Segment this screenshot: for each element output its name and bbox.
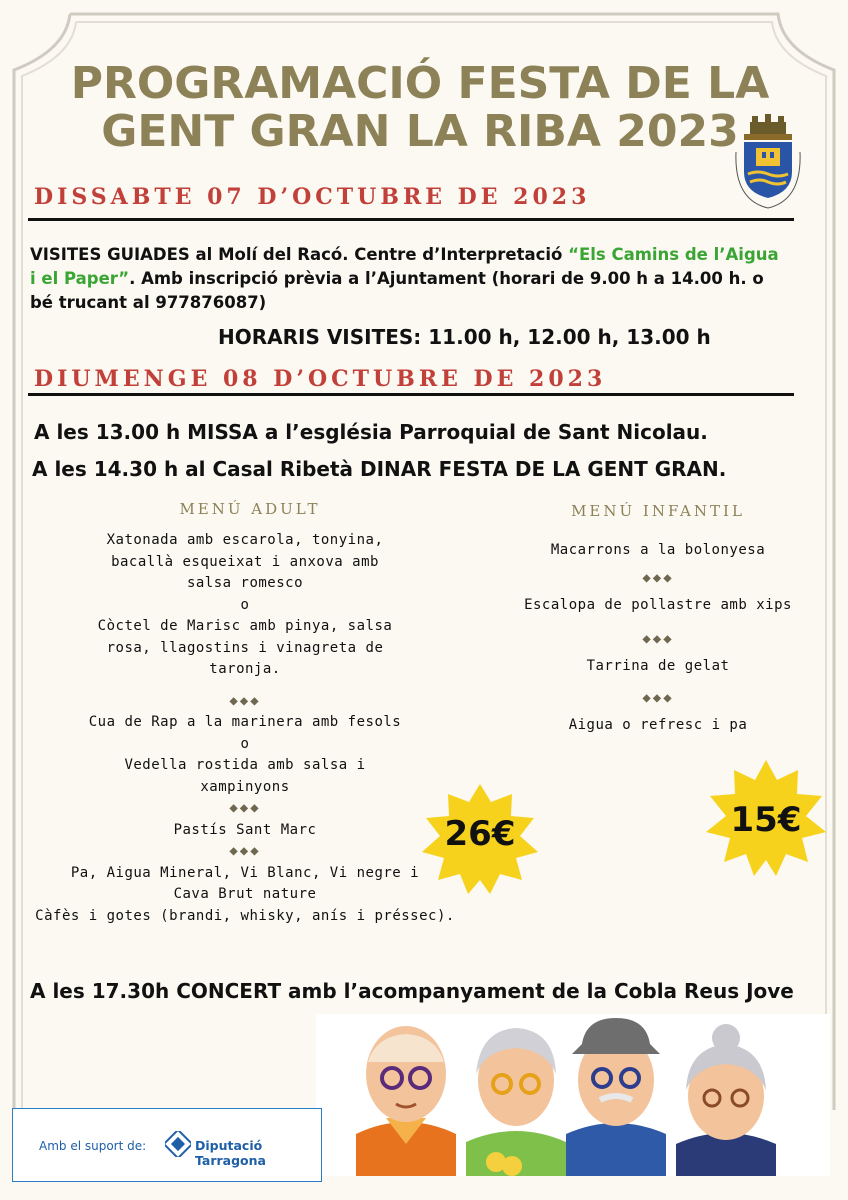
diamond-separator: ◆◆◆ — [229, 800, 261, 816]
diamond-separator: ◆◆◆ — [229, 692, 261, 709]
menu-line: o — [240, 735, 250, 752]
page-title — [60, 60, 780, 156]
menu-line: Escalopa de pollastre amb xips — [524, 597, 792, 613]
menu-line: Aigua o refresc i pa — [568, 717, 748, 733]
mass-line: A les 13.00 h MISSA a l’església Parroquial de Sant Nicolau. — [34, 420, 708, 444]
menu-line: bacallà esqueixat i anxova amb — [111, 553, 379, 570]
menu-line: salsa romesco — [186, 575, 304, 591]
support-box — [12, 1108, 322, 1182]
diamond-separator: ◆◆◆ — [229, 843, 261, 859]
menu-line: Pa, Aigua Mineral, Vi Blanc, Vi negre i — [70, 864, 420, 881]
menu-kids-heading: MENÚ INFANTIL — [571, 502, 745, 520]
lunch-line: A les 14.30 h al Casal Ribetà DINAR FESTA DE LA GENT GRAN. — [32, 457, 727, 481]
adult-price: 26€ — [444, 814, 516, 854]
visit-schedule: HORARIS VISITES: 11.00 h, 12.00 h, 13.00 h — [218, 325, 711, 349]
menu-line: Pastís Sant Marc — [173, 821, 317, 838]
support-label: Amb el suport de: — [39, 1139, 147, 1153]
menu-line: Xatonada amb escarola, tonyina, — [106, 532, 384, 548]
menu-adult-heading: MENÚ ADULT — [179, 500, 321, 518]
menu-line: taronja. — [209, 661, 281, 677]
divider — [28, 393, 794, 396]
menu-line: Còctel de Marisc amb pinya, salsa — [97, 618, 393, 634]
menu-line: Tarrina de gelat — [586, 658, 730, 674]
diputacio-logo-icon — [165, 1131, 191, 1157]
menu-kids — [500, 540, 816, 737]
menu-line: xampinyons — [200, 778, 290, 795]
support-org: Diputació Tarragona — [195, 1138, 266, 1168]
day1-text-green: “Els Camins de l’Aigua i el Paper” — [30, 245, 779, 288]
menu-line: Vedella rostida amb salsa i — [124, 757, 366, 773]
day1-description — [30, 243, 790, 315]
divider — [28, 218, 794, 221]
kids-price: 15€ — [730, 800, 802, 840]
menu-line: Macarrons a la bolonyesa — [550, 542, 766, 558]
diamond-separator: ◆◆◆ — [642, 689, 674, 706]
menu-line: Cava Brut nature — [173, 886, 317, 902]
elderly-people-illustration — [316, 1014, 830, 1176]
concert-line: A les 17.30h CONCERT amb l’acompanyament de la Cobla Reus Jove — [30, 979, 794, 1003]
day2-heading: DIUMENGE 08 D’OCTUBRE DE 2023 — [34, 366, 607, 392]
diamond-separator: ◆◆◆ — [642, 630, 674, 647]
title-line-1: PROGRAMACIÓ FESTA DE LA — [70, 58, 770, 109]
diamond-separator: ◆◆◆ — [642, 569, 674, 586]
day1-text-a: VISITES GUIADES al Molí del Racó. Centre d’Interpretació — [30, 245, 569, 264]
menu-line: rosa, llagostins i vinagreta de — [106, 639, 384, 656]
menu-line: Càfès i gotes (brandi, whisky, anís i préssec). — [35, 907, 455, 924]
menu-adult — [10, 530, 480, 927]
title-line-2: GENT GRAN LA RIBA 2023 — [101, 106, 739, 157]
day1-heading: DISSABTE 07 D’OCTUBRE DE 2023 — [34, 184, 591, 210]
menu-line: Cua de Rap a la marinera amb fesols — [88, 714, 402, 730]
day1-text-b: . Amb inscripció prèvia a l’Ajuntament (horari de 9.00 h a 14.00 h. o bé trucant al 977876087) — [30, 269, 764, 312]
coat-of-arms-logo — [730, 112, 806, 212]
menu-line: o — [240, 596, 250, 613]
